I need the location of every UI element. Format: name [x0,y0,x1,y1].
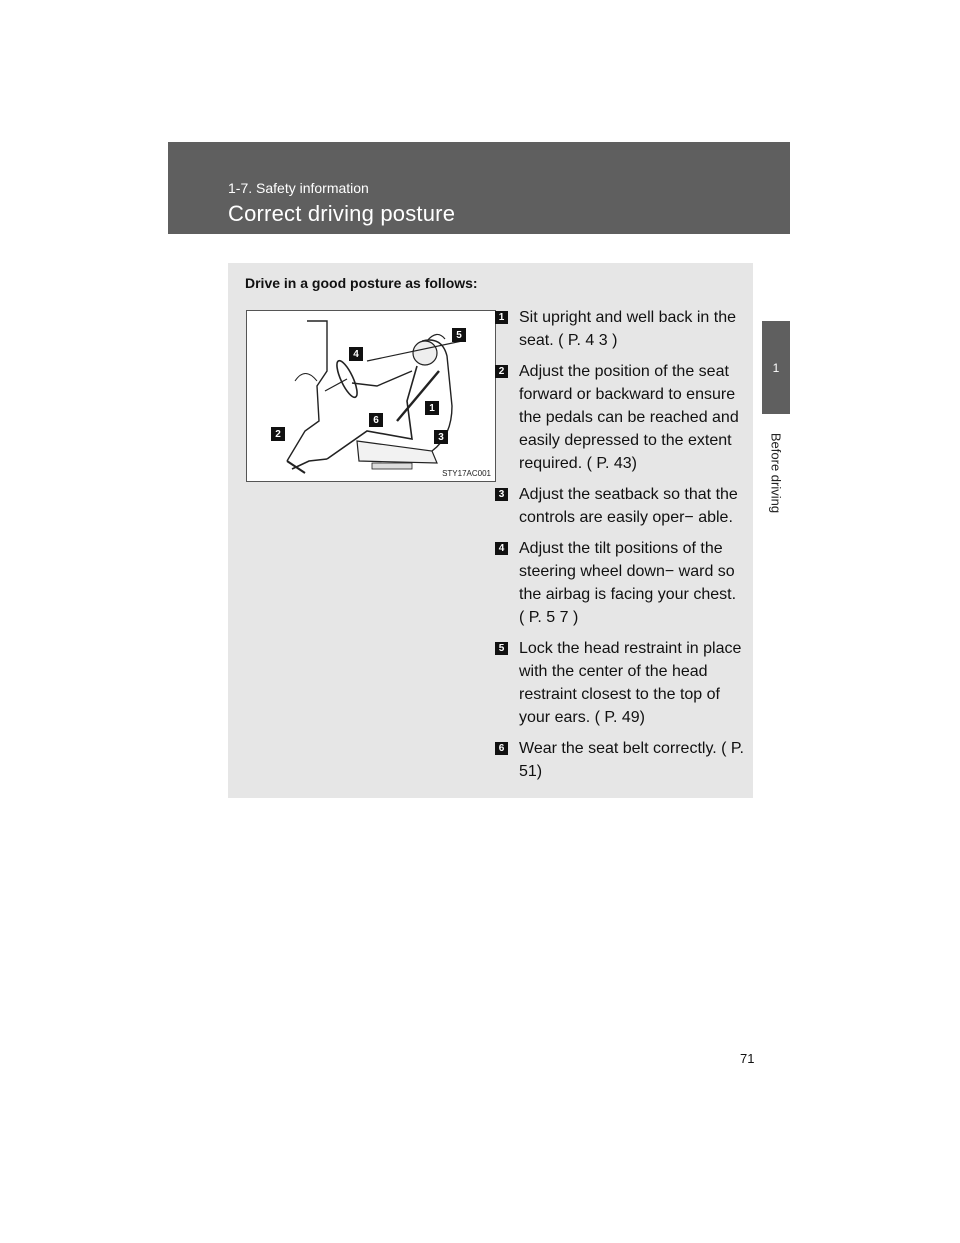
list-item [495,483,745,529]
chapter-tab-label [762,418,790,528]
chapter-tab[interactable] [762,321,790,414]
list-item [495,637,745,729]
figure-callout-2: 2 [271,427,285,441]
figure-callout-6: 6 [369,413,383,427]
list-item [495,360,745,475]
driving-posture-illustration [246,310,496,482]
list-item [495,737,745,783]
figure-callout-5: 5 [452,328,466,342]
step-text: Wear the seat belt correctly. ( P. 51) [519,740,744,780]
step-number-badge: 4 [495,542,508,555]
figure-code: STY17AC001 [442,469,491,478]
page-title: Correct driving posture [228,201,456,226]
page-number: 71 [740,1051,755,1066]
chapter-tab-label-text: Before driving [768,432,784,514]
step-text: Sit upright and well back in the seat. ( P. 4 3 ) [519,309,737,349]
chapter-tab-number: 1 [772,360,780,375]
step-number-badge: 5 [495,642,508,655]
step-text: Adjust the position of the seat forward or backward to ensure the pedals can be reached and easily depressed to the extent required. ( P. 43) [519,363,739,472]
step-number-badge: 6 [495,742,508,755]
step-text: Adjust the tilt positions of the steering wheel down− ward so the airbag is facing your chest. ( P. 5 7 ) [519,540,737,626]
figure-callout-3: 3 [434,430,448,444]
step-number-badge: 3 [495,488,508,501]
step-number-badge: 1 [495,311,508,324]
posture-steps-list [495,306,745,791]
content-panel [228,263,753,798]
figure-callout-1: 1 [425,401,439,415]
step-number-badge: 2 [495,365,508,378]
step-text: Lock the head restraint in place with the center of the head restraint closest to the top of your ears. ( P. 49) [519,640,742,726]
section-label: 1-7. Safety information [228,180,369,196]
step-text: Adjust the seatback so that the controls are easily oper− able. [519,486,738,526]
list-item [495,537,745,629]
figure-callout-4: 4 [349,347,363,361]
page-header [168,142,790,234]
list-item [495,306,745,352]
intro-text: Drive in a good posture as follows: [245,275,478,291]
